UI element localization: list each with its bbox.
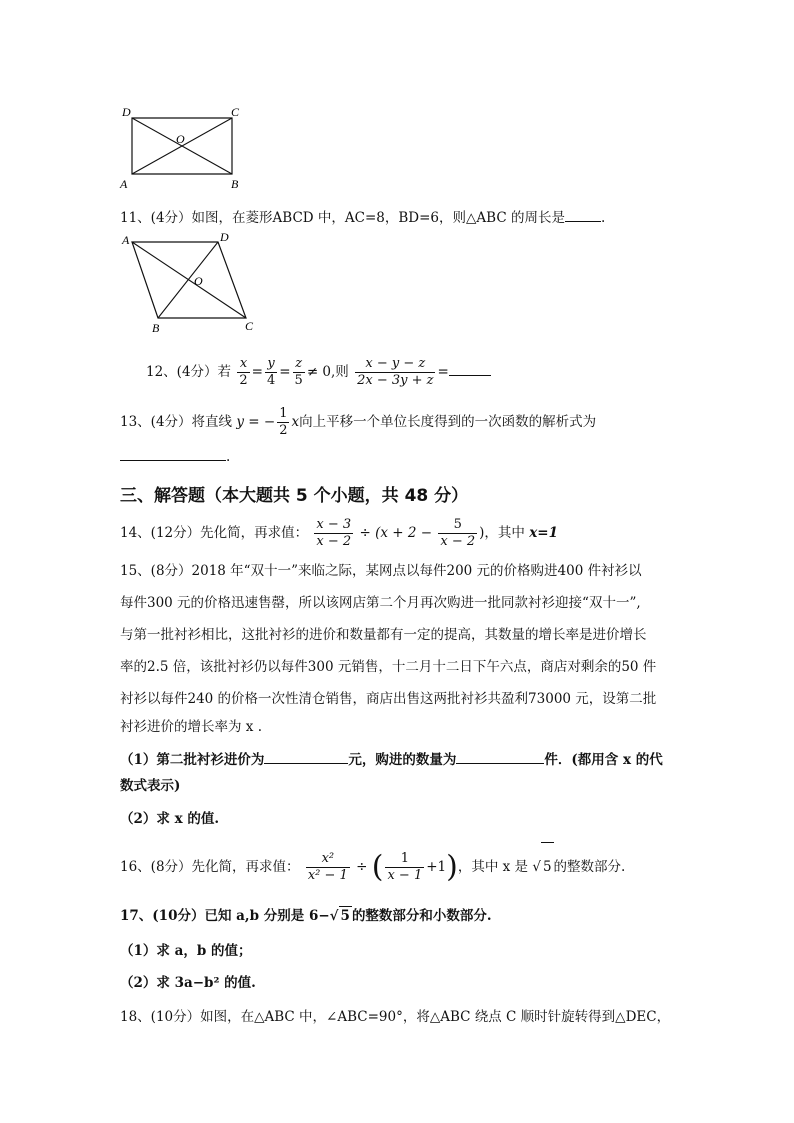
label-D: D: [220, 230, 229, 244]
q15-line-3: 与第一批衬衫相比，这批衬衫的进价和数量都有一定的提高，其数量的增长率是进价增长: [120, 627, 647, 643]
question-13: 13、(4分）将直线 y = − $\frac{1}{2}$ x向上平移一个单位长度得到的一次函数的解析式为: [120, 406, 597, 438]
rhombus-figure: [118, 228, 268, 338]
q15-line-5: 衬衫以每件240 的价格一次性清仓销售，商店出售这两批衬衫共盈利73000 元，设第二批: [120, 691, 657, 707]
label-D: D: [122, 105, 131, 119]
label-C: C: [245, 319, 254, 333]
section-3-title: 三、解答题（本大题共 5 个小题，共 48 分）: [120, 486, 469, 506]
label-O: O: [194, 274, 203, 288]
label-A: A: [120, 177, 128, 191]
q15-price-blank[interactable]: [264, 749, 348, 764]
q17-part-1: （1）求 a，b 的值；: [120, 943, 252, 959]
label-A: A: [122, 233, 130, 247]
question-18: 18、(10分）如图，在△ABC 中，∠ABC=90°，将△ABC 绕点 C 顺时针旋转得到△DEC，: [120, 1009, 671, 1025]
label-B: B: [152, 321, 160, 335]
question-12: 12、(4分）若 $\frac{x}{2}$ = $\frac{y}{4}$ = $\frac{z}{5}$ ≠ 0,则 $\frac{x - y - z}{2x - 3y + z}$ =: [146, 352, 491, 392]
label-C: C: [231, 105, 240, 119]
q15-line-6: 衬衫进价的增长率为 x .: [120, 719, 262, 735]
label-B: B: [231, 177, 239, 191]
q15-part-2: （2）求 x 的值.: [120, 811, 220, 827]
label-O: O: [176, 132, 185, 146]
question-17: 17、(10分）已知 a,b 分别是 6−√ 5 的整数部分和小数部分.: [120, 908, 492, 924]
rectangle-figure: [118, 104, 248, 194]
q15-part-1-cont: 数式表示): [120, 778, 181, 794]
q17-part-2: （2）求 3a−b² 的值.: [120, 975, 256, 991]
q11-text: 11、(4分）如图，在菱形ABCD 中，AC=8，BD=6，则△ABC 的周长是: [120, 210, 565, 226]
q15-quantity-blank[interactable]: [456, 749, 544, 764]
q11-answer-blank[interactable]: [565, 207, 601, 222]
q15-line-2: 每件300 元的价格迅速售罄，所以该网店第二个月再次购进一批同款衬衫迎接“双十一”,: [120, 595, 641, 611]
q15-part-1: （1）第二批衬衫进价为 元，购进的数量为 件．(都用含 x 的代: [120, 749, 663, 769]
question-11: 11、(4分）如图，在菱形ABCD 中，AC=8，BD=6，则△ABC 的周长是 .: [120, 207, 605, 227]
q13-answer-blank[interactable]: [120, 446, 226, 461]
q12-answer-blank[interactable]: [449, 361, 491, 376]
q13-answer-line: .: [120, 446, 230, 466]
question-14: 14、(12分）先化简，再求值： $\frac{x - 3}{x - 2}$ ÷ (x + 2 − $\frac{5}{x - 2}$ )，其中 x=1: [120, 517, 558, 549]
question-16: 16、(8分）先化简，再求值： $\frac{\text{x²}}{\text{x² − 1}}$ ÷ ( $\frac{1}{x - 1}$ +1)，其中 x 是 √ 5 的整数部分.: [120, 842, 625, 890]
q15-line-4: 率的2.5 倍，该批衬衫仍以每件300 元销售，十二月十二日下午六点，商店对剩余的50 件: [120, 659, 657, 675]
q15-line-1: 15、(8分）2018 年“双十一”来临之际，某网点以每件200 元的价格购进400 件衬衫以: [120, 563, 642, 579]
